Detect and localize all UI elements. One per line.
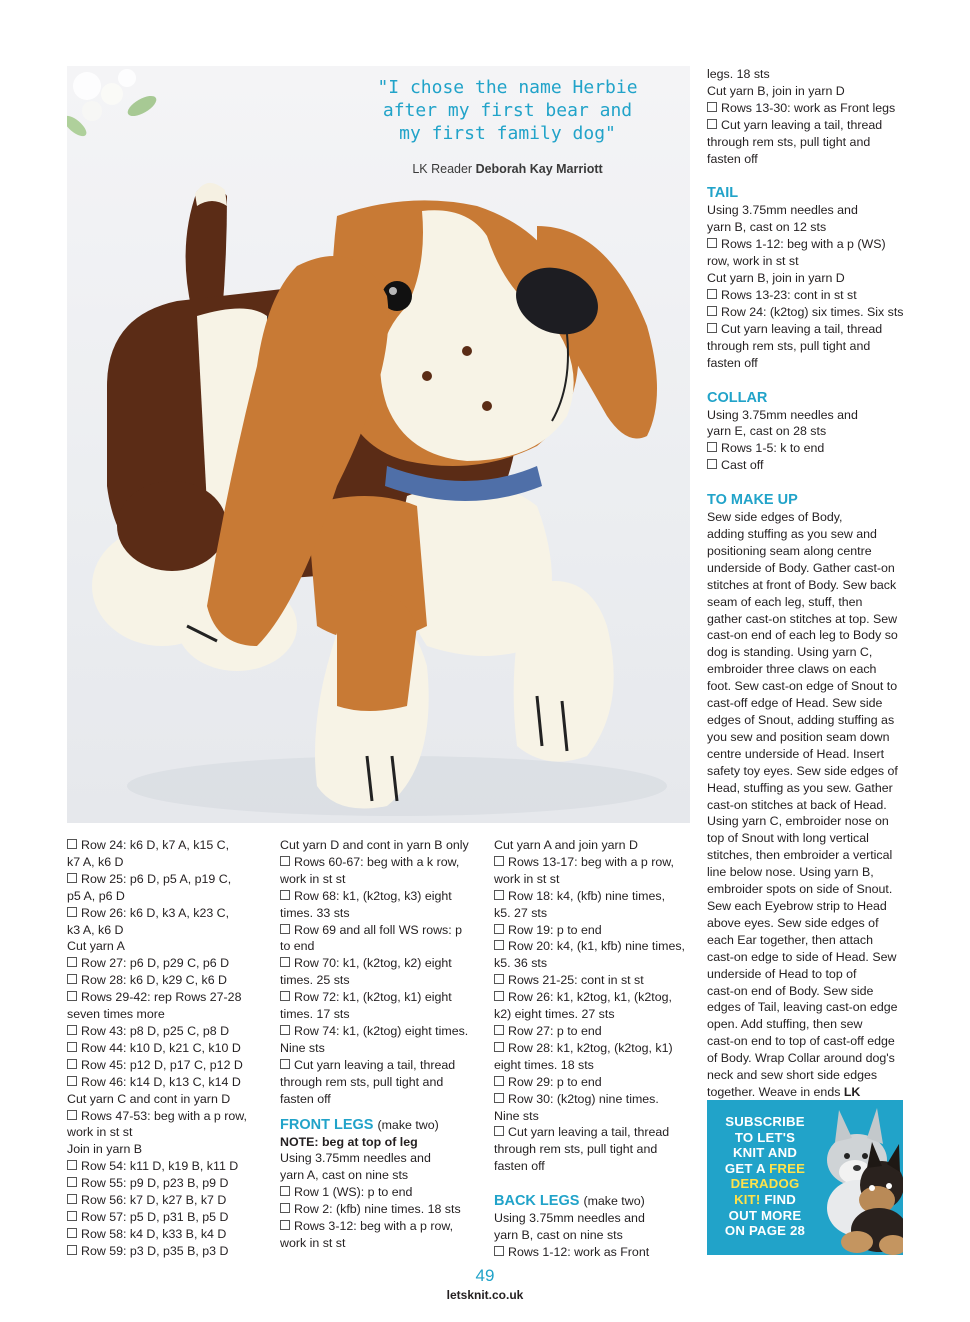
- pattern-line: Nine sts: [280, 1040, 325, 1055]
- checkbox-icon[interactable]: [494, 1126, 504, 1136]
- pattern-line: Using 3.75mm needles and: [280, 1151, 431, 1166]
- column-1: [67, 837, 272, 1260]
- promo-line: SUBSCRIBE: [725, 1114, 805, 1129]
- promo-highlight: DERADOG: [730, 1176, 800, 1192]
- pattern-line: Row 54: k11 D, k19 B, k11 D: [81, 1159, 239, 1174]
- pattern-line: stitches at front of Body. Sew back: [707, 577, 897, 592]
- pattern-line: cast-off edge of Head. Sew side: [707, 696, 883, 711]
- credit-name: Deborah Kay Marriott: [475, 162, 603, 176]
- checkbox-icon[interactable]: [707, 306, 717, 316]
- pattern-line: seam of each leg, stuff, then: [707, 594, 863, 609]
- pattern-line: Row 74: k1, (k2tog) eight times.: [294, 1023, 469, 1038]
- promo-text: GET A: [724, 1160, 770, 1176]
- pattern-line: line below nose. Using yarn B,: [707, 865, 874, 880]
- checkbox-icon[interactable]: [494, 1025, 504, 1035]
- checkbox-icon[interactable]: [67, 957, 77, 967]
- pattern-line: Row 72: k1, (k2tog, k1) eight: [294, 990, 452, 1005]
- checkbox-icon[interactable]: [67, 1245, 77, 1255]
- pattern-line: Row 24: (k2tog) six times. Six sts: [721, 304, 904, 319]
- sign-off: LK: [843, 1084, 861, 1099]
- dog-photo: [67, 66, 690, 823]
- pattern-line: Cut yarn leaving a tail, thread: [721, 321, 883, 336]
- checkbox-icon[interactable]: [707, 119, 717, 129]
- pattern-line: k5. 27 sts: [494, 905, 548, 920]
- pattern-line: Rows 13-30: work as Front legs: [721, 100, 896, 115]
- pattern-line: Row 28: k6 D, k29 C, k6 D: [81, 973, 227, 988]
- pattern-line: cast-on end of each leg to Body so: [707, 628, 898, 643]
- pattern-line: Cut yarn D and cont in yarn B only: [280, 838, 469, 852]
- checkbox-icon[interactable]: [67, 1025, 77, 1035]
- checkbox-icon[interactable]: [494, 1076, 504, 1086]
- pattern-line: Row 20: k4, (k1, kfb) nine times,: [508, 939, 685, 954]
- heading-text: BACK LEGS: [494, 1193, 580, 1210]
- pattern-line: Row 18: k4, (kfb) nine times,: [508, 888, 666, 903]
- checkbox-icon[interactable]: [707, 459, 717, 469]
- checkbox-icon[interactable]: [280, 1059, 290, 1069]
- pattern-line: Row 2: (kfb) nine times. 18 sts: [294, 1202, 461, 1217]
- pattern-line: Row 28: k1, k2tog, (k2tog, k1): [508, 1040, 673, 1055]
- column-3: [494, 837, 694, 1261]
- pattern-line: embroider spots on side of Snout.: [707, 882, 893, 897]
- promo-line: OUT MORE: [728, 1207, 802, 1223]
- pattern-line: Rows 1-5: k to end: [721, 441, 825, 456]
- pattern-line: you sew and position seam down: [707, 729, 890, 744]
- pattern-line: cast-on end of Body. Sew side: [707, 983, 874, 998]
- pattern-line: above eyes. Sew side edges of: [707, 915, 879, 930]
- pattern-line: k5. 36 sts: [494, 956, 548, 971]
- checkbox-icon[interactable]: [707, 323, 717, 333]
- pattern-line: Rows 13-17: beg with a p row,: [508, 854, 674, 869]
- pattern-line: to end: [280, 939, 315, 954]
- checkbox-icon[interactable]: [67, 907, 77, 917]
- pattern-line: foot. Sew cast-on edge of Snout to: [707, 679, 898, 694]
- pattern-line: centre underside of Head. Insert: [707, 746, 885, 761]
- checkbox-icon[interactable]: [67, 1211, 77, 1221]
- pattern-line: work in st st: [280, 871, 346, 886]
- pattern-line: through rem sts, pull tight and: [494, 1142, 658, 1157]
- pattern-line: Rows 60-67: beg with a k row,: [294, 854, 460, 869]
- checkbox-icon[interactable]: [494, 924, 504, 934]
- pattern-line: fasten off: [707, 151, 758, 166]
- pattern-line: through rem sts, pull tight and: [707, 338, 871, 353]
- pattern-line: stitches, then embroider a vertical: [707, 848, 893, 863]
- pattern-line: Using 3.75mm needles and: [494, 1211, 645, 1226]
- checkbox-icon[interactable]: [280, 890, 290, 900]
- pattern-line: neck and sew short side edges: [707, 1068, 878, 1083]
- pattern-line: positioning seam along centre: [707, 543, 872, 558]
- toy-dogs-image: [707, 1100, 903, 1255]
- pattern-line: Rows 21-25: cont in st st: [508, 973, 644, 988]
- make-count: (make two): [377, 1117, 439, 1132]
- quote-credit: [355, 162, 660, 176]
- pattern-line: Cut yarn B, join in yarn D: [707, 271, 845, 286]
- pattern-line: work in st st: [280, 1235, 346, 1250]
- pattern-line: Using 3.75mm needles and: [707, 407, 858, 422]
- pattern-line: fasten off: [494, 1159, 545, 1174]
- checkbox-icon[interactable]: [280, 1186, 290, 1196]
- pattern-line: Row 70: k1, (k2tog, k2) eight: [294, 956, 452, 971]
- checkbox-icon[interactable]: [494, 856, 504, 866]
- pattern-line: Head, stuffing as you sew. Gather: [707, 780, 893, 795]
- pattern-line: underside of Body. Gather cast-on: [707, 560, 895, 575]
- pattern-line: Sew side edges of Body,: [707, 510, 843, 525]
- quote-line: after my first bear and: [382, 100, 633, 121]
- pattern-line: yarn B, cast on 12 sts: [707, 220, 827, 235]
- pattern-line: dog is standing. Using yarn C,: [707, 645, 873, 660]
- front-legs-heading: [280, 1116, 480, 1134]
- pattern-line: yarn A, cast on nine sts: [280, 1168, 409, 1183]
- column-4: [707, 66, 907, 1101]
- pattern-line: eight times. 18 sts: [494, 1057, 594, 1072]
- pattern-line: Rows 1-12: beg with a p (WS): [721, 237, 886, 252]
- pattern-line: Row 69 and all foll WS rows: p: [294, 922, 463, 937]
- page-number: 49: [475, 1266, 495, 1285]
- front-legs-note: NOTE: beg at top of leg: [280, 1134, 418, 1149]
- quote-line: my first family dog": [399, 123, 616, 144]
- pattern-line: row, work in st st: [707, 254, 799, 269]
- pattern-line: work in st st: [494, 871, 560, 886]
- checkbox-icon[interactable]: [67, 991, 77, 1001]
- heading-text: FRONT LEGS: [280, 1116, 374, 1133]
- pattern-line: Row 25: p6 D, p5 A, p19 C,: [81, 871, 232, 886]
- collar-heading: COLLAR: [707, 389, 768, 406]
- pattern-line: k3 A, k6 D: [67, 922, 124, 937]
- checkbox-icon[interactable]: [67, 1160, 77, 1170]
- pattern-line: edges of Tail, leaving cast-on edge: [707, 1000, 898, 1015]
- checkbox-icon[interactable]: [67, 1042, 77, 1052]
- flowers: [67, 69, 159, 140]
- tail-heading: TAIL: [707, 185, 739, 202]
- back-legs-heading: [494, 1192, 694, 1210]
- pattern-line-last: [707, 1084, 907, 1101]
- pattern-line: Cut yarn B, join in yarn D: [707, 83, 845, 98]
- pattern-line: Row 45: p12 D, p17 C, p12 D: [81, 1057, 243, 1072]
- checkbox-icon[interactable]: [67, 873, 77, 883]
- credit-prefix: LK Reader: [412, 162, 476, 176]
- pattern-line: Row 57: p5 D, p31 B, p5 D: [81, 1209, 229, 1224]
- pattern-line: times. 17 sts: [280, 1007, 350, 1022]
- promo-line: TO LET'S: [734, 1129, 796, 1145]
- checkbox-icon[interactable]: [280, 1025, 290, 1035]
- knitted-beagle-illustration: [67, 66, 690, 823]
- pattern-line: Row 19: p to end: [508, 922, 602, 937]
- pattern-line: Row 56: k7 D, k27 B, k7 D: [81, 1193, 227, 1208]
- pattern-line: through rem sts, pull tight and: [707, 134, 871, 149]
- checkbox-icon[interactable]: [67, 1228, 77, 1238]
- checkbox-icon[interactable]: [494, 940, 504, 950]
- checkbox-icon[interactable]: [280, 924, 290, 934]
- pattern-line: yarn E, cast on 28 sts: [707, 424, 827, 439]
- pattern-line: k7 A, k6 D: [67, 854, 124, 869]
- checkbox-icon[interactable]: [67, 1059, 77, 1069]
- pattern-line: open. Add stuffing, then sew: [707, 1017, 863, 1032]
- pattern-line: Row 59: p3 D, p35 B, p3 D: [81, 1243, 229, 1258]
- checkbox-icon[interactable]: [67, 974, 77, 984]
- pattern-line: times. 33 sts: [280, 905, 350, 920]
- make-up-text: [707, 509, 907, 1084]
- pattern-line: cast-on end to top of cast-off edge: [707, 1034, 895, 1049]
- pattern-line: Rows 47-53: beg with a p row,: [81, 1108, 247, 1123]
- pattern-line: Row 27: p to end: [508, 1023, 602, 1038]
- pattern-line: Using 3.75mm needles and: [707, 203, 858, 218]
- pattern-line: Rows 13-23: cont in st st: [721, 287, 857, 302]
- pattern-line: Row 24: k6 D, k7 A, k15 C,: [81, 838, 230, 852]
- pattern-line: Cut yarn C and cont in yarn D: [67, 1091, 231, 1106]
- pattern-line: Row 55: p9 D, p23 B, p9 D: [81, 1176, 229, 1191]
- checkbox-icon[interactable]: [707, 289, 717, 299]
- pattern-line: of Body. Wrap Collar around dog's: [707, 1051, 895, 1066]
- pattern-line: Cut yarn leaving a tail, thread: [721, 117, 883, 132]
- pattern-line: legs. 18 sts: [707, 67, 770, 81]
- checkbox-icon[interactable]: [494, 1093, 504, 1103]
- checkbox-icon[interactable]: [67, 1110, 77, 1120]
- pull-quote: [355, 76, 660, 145]
- pattern-line: Rows 3-12: beg with a p row,: [294, 1219, 454, 1234]
- promo-highlight: KIT!: [734, 1191, 761, 1207]
- pattern-line: Cut yarn A: [67, 939, 125, 954]
- pattern-line: Cut yarn A and join yarn D: [494, 838, 638, 852]
- pattern-line: Sew each Eyebrow strip to Head: [707, 898, 887, 913]
- pattern-line: p5 A, p6 D: [67, 888, 125, 903]
- checkbox-icon[interactable]: [67, 1194, 77, 1204]
- pattern-line: fasten off: [707, 355, 758, 370]
- pattern-line: embroider three claws on each: [707, 662, 877, 677]
- pattern-line: adding stuffing as you sew and: [707, 527, 877, 542]
- promo-highlight: FREE: [769, 1160, 806, 1176]
- checkbox-icon[interactable]: [280, 1203, 290, 1213]
- pattern-line: each Ear together, then attach: [707, 932, 874, 947]
- pattern-line: Using yarn C, embroider nose on: [707, 814, 889, 829]
- checkbox-icon[interactable]: [67, 1177, 77, 1187]
- checkbox-icon[interactable]: [67, 1076, 77, 1086]
- subscribe-promo[interactable]: [707, 1100, 903, 1255]
- site-url[interactable]: letsknit.co.uk: [446, 1288, 524, 1302]
- pattern-line: Row 27: p6 D, p29 C, p6 D: [81, 956, 230, 971]
- pattern-line: Row 46: k14 D, k13 C, k14 D: [81, 1074, 241, 1089]
- checkbox-icon[interactable]: [280, 957, 290, 967]
- pattern-line: fasten off: [280, 1091, 331, 1106]
- pattern-line: cast-on edge to side of Head. Sew: [707, 949, 897, 964]
- column-2: [280, 837, 480, 1252]
- checkbox-icon[interactable]: [280, 1220, 290, 1230]
- pattern-line: times. 25 sts: [280, 973, 350, 988]
- pattern-line: edges of Snout, adding stuffing as: [707, 713, 895, 727]
- pattern-line: work in st st: [67, 1125, 133, 1140]
- pattern-line: Cut yarn leaving a tail, thread: [508, 1125, 670, 1140]
- pattern-line: Row 26: k1, k2tog, k1, (k2tog,: [508, 990, 672, 1005]
- pattern-line: Row 26: k6 D, k3 A, k23 C,: [81, 905, 230, 920]
- pattern-line: Row 1 (WS): p to end: [294, 1185, 413, 1200]
- promo-line: KNIT AND: [732, 1145, 798, 1161]
- pattern-line: Row 30: (k2tog) nine times.: [508, 1091, 659, 1106]
- pattern-line: Cast off: [721, 458, 764, 473]
- pattern-line: Rows 1-12: work as Front: [508, 1244, 650, 1259]
- pattern-line: underside of Head to top of: [707, 966, 857, 981]
- pattern-line: Cut yarn leaving a tail, thread: [294, 1057, 456, 1072]
- checkbox-icon[interactable]: [67, 839, 77, 849]
- pattern-line: cast-on stitches at back of Head.: [707, 797, 887, 812]
- pattern-line: top of Snout with long vertical: [707, 831, 869, 846]
- pattern-line: Row 29: p to end: [508, 1074, 602, 1089]
- checkbox-icon[interactable]: [494, 1042, 504, 1052]
- checkbox-icon[interactable]: [494, 890, 504, 900]
- promo-text: FIND: [760, 1191, 796, 1207]
- pattern-line: Row 43: p8 D, p25 C, p8 D: [81, 1023, 230, 1038]
- checkbox-icon[interactable]: [280, 991, 290, 1001]
- quote-line: "I chose the name Herbie: [377, 77, 638, 98]
- checkbox-icon[interactable]: [494, 1246, 504, 1256]
- checkbox-icon[interactable]: [707, 238, 717, 248]
- promo-line: ON PAGE 28: [724, 1223, 806, 1239]
- checkbox-icon[interactable]: [707, 102, 717, 112]
- pattern-line: Row 58: k4 D, k33 B, k4 D: [81, 1226, 227, 1241]
- checkbox-icon[interactable]: [707, 442, 717, 452]
- pattern-line: Rows 29-42: rep Rows 27-28: [81, 990, 242, 1005]
- pattern-line: together. Weave in ends: [707, 1084, 844, 1099]
- checkbox-icon[interactable]: [494, 974, 504, 984]
- pattern-line: Join in yarn B: [67, 1142, 143, 1157]
- pattern-line: yarn B, cast on nine sts: [494, 1228, 623, 1243]
- pattern-line: seven times more: [67, 1007, 165, 1022]
- pattern-line: gather cast-on stitches at top. Sew: [707, 611, 898, 626]
- pattern-line: safety toy eyes. Sew side edges of: [707, 763, 898, 778]
- pattern-line: Nine sts: [494, 1108, 539, 1123]
- pattern-line: k2) eight times. 27 sts: [494, 1007, 615, 1022]
- make-count: (make two): [583, 1194, 645, 1209]
- checkbox-icon[interactable]: [280, 856, 290, 866]
- pattern-line: Row 44: k10 D, k21 C, k10 D: [81, 1040, 241, 1055]
- make-up-heading: TO MAKE UP: [707, 492, 798, 509]
- checkbox-icon[interactable]: [494, 991, 504, 1001]
- pattern-line: through rem sts, pull tight and: [280, 1074, 444, 1089]
- pattern-line: Row 68: k1, (k2tog, k3) eight: [294, 888, 452, 903]
